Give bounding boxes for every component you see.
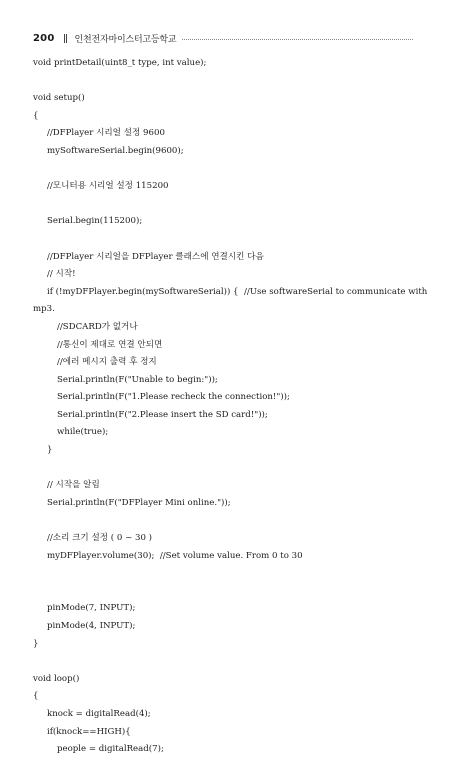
code-line: //통신이 제대로 연결 안되면 xyxy=(57,339,163,350)
code-line: Serial.begin(115200); xyxy=(47,216,143,227)
code-line: pinMode(7, INPUT); xyxy=(47,603,136,614)
code-line: Serial.println(F("Unable to begin:")); xyxy=(57,374,218,385)
school-name: 인천전자마이스터고등학교 xyxy=(74,34,177,45)
blank-line xyxy=(33,565,418,583)
code-line: // 시작을 알림 xyxy=(47,480,100,491)
code-line: } xyxy=(47,445,53,456)
code-line: people = digitalRead(7); xyxy=(57,744,164,755)
code-line: { xyxy=(33,691,39,702)
code-line: pinMode(4, INPUT); xyxy=(47,621,136,631)
code-line: Serial.println(F("DFPlayer Mini online.")); xyxy=(47,497,231,508)
code-line: mySoftwareSerial.begin(9600); xyxy=(47,145,184,156)
code-line: void loop() xyxy=(33,673,80,684)
dotted-rule xyxy=(182,39,413,40)
page-header xyxy=(33,30,413,46)
code-line: if(knock==HIGH){ xyxy=(47,726,131,737)
code-line: knock = digitalRead(4); xyxy=(47,708,151,719)
code-line: void setup() xyxy=(33,93,85,104)
code-line: mp3. xyxy=(33,304,55,315)
blank-line xyxy=(33,583,418,601)
code-line: // 시작! xyxy=(47,269,76,280)
code-line: //모니터용 시리얼 설정 115200 xyxy=(47,181,169,192)
code-line: if (!myDFPlayer.begin(mySoftwareSerial)) { //Use softwareSerial to communicate with xyxy=(47,286,428,297)
blank-line xyxy=(33,231,418,249)
code-line: //SDCARD가 없거나 xyxy=(57,321,138,332)
code-line: //에러 메시지 출력 후 정지 xyxy=(57,357,157,368)
code-line: //DFPlayer 시리얼을 DFPlayer 클래스에 연결시킨 다음 xyxy=(47,251,264,262)
blank-line xyxy=(33,460,418,478)
blank-line xyxy=(33,161,418,179)
code-line: Serial.println(F("2.Please insert the SD card!")); xyxy=(57,409,268,420)
code-line: } xyxy=(33,638,39,649)
code-line: { xyxy=(33,110,39,121)
code-line: //DFPlayer 시리얼 설정 9600 xyxy=(47,128,165,139)
code-line: //소리 크기 설정 ( 0 ~ 30 ) xyxy=(47,533,153,544)
code-line: void printDetail(uint8_t type, int value); xyxy=(33,58,207,68)
header-separator xyxy=(64,34,67,43)
blank-line xyxy=(33,73,418,91)
blank-line xyxy=(33,196,418,214)
page-number: 200 xyxy=(33,32,55,44)
code-line: while(true); xyxy=(57,427,109,438)
blank-line xyxy=(33,653,418,671)
code-line: myDFPlayer.volume(30); //Set volume value. From 0 to 30 xyxy=(47,550,303,561)
code-line: Serial.println(F("1.Please recheck the connection!")); xyxy=(57,392,290,403)
blank-line xyxy=(33,512,418,530)
code-listing xyxy=(33,55,428,759)
